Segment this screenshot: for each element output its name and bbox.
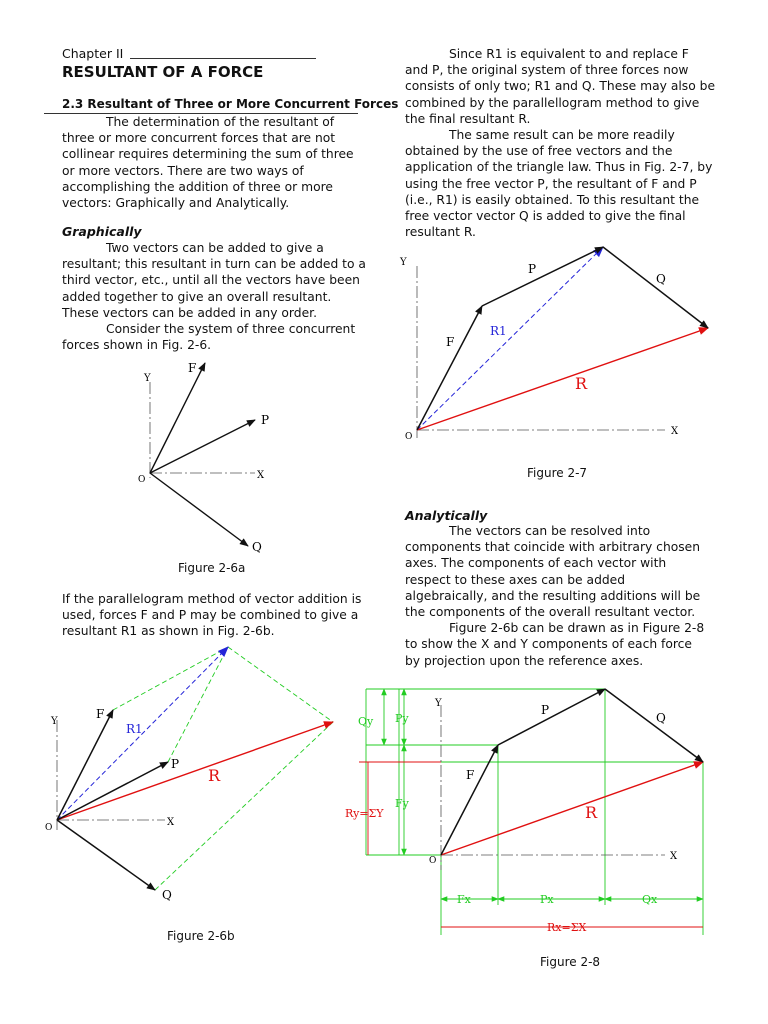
fig-2-8-label-rx: Rx=ΣX: [547, 921, 587, 934]
fig-2-7-vector-p: [482, 247, 603, 306]
caption-fig-2-6b: Figure 2-6b: [167, 929, 235, 943]
fig-2-6a-label-y: Y: [144, 373, 151, 384]
fig-2-6a-vector-q: [150, 473, 248, 546]
fig-2-8-label-py: Py: [395, 712, 409, 725]
fig-2-7-label-f: F: [446, 335, 455, 349]
fig-2-6b-construction-line: [228, 647, 333, 722]
analytically-heading: Analytically: [405, 508, 488, 523]
fig-2-6b-label-f: F: [96, 707, 105, 721]
fig-2-6a-label-f: F: [188, 361, 197, 375]
fig-2-7-label-o: O: [405, 432, 413, 442]
right-paragraph-1: Since R1 is equivalent to and replace F and P, the original system of three forces now consists of only two; R1 and Q. These may also be combined by the parallellogram method to give the final resultant R. The same result can be more readily obtained by the use of free vectors and the application of the triangle law. Thus in Fig. 2-7, by using the free vector P, the resultant of F and P (i.e., R1) is easily obtained. To this resultant the free vector vector Q is added to give the final resultant R.: [405, 47, 716, 240]
fig-2-7-label-r: R: [575, 374, 588, 393]
fig-2-7-label-x: X: [671, 426, 679, 437]
fig-2-6a-label-q: Q: [252, 540, 262, 554]
fig-2-8-label-o: O: [429, 856, 437, 866]
figure-2-8: [345, 689, 703, 935]
fig-2-8-label-r: R: [585, 803, 598, 822]
fig-2-6b-label-x: X: [167, 817, 175, 828]
fig-2-8-label-p: P: [541, 703, 550, 717]
fig-2-6a-label-p: P: [261, 413, 270, 427]
graphically-heading: Graphically: [62, 224, 142, 239]
fig-2-6b-label-y: Y: [51, 716, 58, 727]
fig-2-7-label-y: Y: [400, 257, 407, 268]
fig-2-7-vector-r1: [417, 247, 603, 430]
fig-2-6b-label-p: P: [171, 757, 180, 771]
fig-2-7-vector-q: [603, 247, 708, 328]
fig-2-6a-vector-f: [150, 363, 205, 473]
fig-2-6b-construction-line: [113, 647, 228, 710]
fig-2-6b-construction-line: [155, 722, 333, 890]
section-heading: 2.3 Resultant of Three or More Concurrent Forces: [62, 97, 399, 111]
fig-2-6b-label-q: Q: [162, 888, 172, 902]
fig-2-6b-construction-line: [168, 647, 228, 762]
fig-2-8-label-qy: Qy: [358, 715, 374, 728]
fig-2-6a-label-o: O: [138, 475, 146, 485]
fig-2-7-vector-f: [417, 306, 482, 430]
fig-2-8-label-px: Px: [540, 893, 554, 906]
fig-2-8-label-y: Y: [435, 698, 442, 709]
fig-2-6b-label-r1: R1: [126, 722, 143, 736]
fig-2-8-label-fy: Fy: [395, 797, 409, 810]
fig-2-8-vector-q: [605, 689, 703, 762]
fig-2-6a-label-x: X: [257, 470, 265, 481]
fig-2-7-label-p: P: [528, 262, 537, 276]
caption-fig-2-8: Figure 2-8: [540, 955, 601, 969]
caption-fig-2-6a: Figure 2-6a: [178, 561, 246, 575]
parallelogram-paragraph: If the parallelogram method of vector addition is used, forces F and P may be combined to give a resultant R1 as shown in Fig. 2-6b.: [62, 592, 362, 639]
fig-2-8-label-f: F: [466, 768, 475, 782]
analytically-paragraph: The vectors can be resolved into components that coincide with arbitrary chosen axes. The components of each vector with respect to these axes can be added algebraically, and the resulting additions will be the components of the overall resultant vector. Figure 2-6b can be drawn as in Figure 2-8 to show the X and Y components of each force by projection upon the reference axes.: [405, 524, 705, 668]
fig-2-6a-vector-p: [150, 420, 255, 473]
chapter-label: Chapter II: [62, 46, 124, 61]
fig-2-8-label-ry: Ry=ΣY: [345, 807, 384, 820]
fig-2-6b-label-o: O: [45, 823, 53, 833]
fig-2-7-label-r1: R1: [490, 324, 507, 338]
figure-2-7: [399, 247, 708, 442]
fig-2-8-vector-p: [498, 689, 605, 745]
page-title: RESULTANT OF A FORCE: [62, 63, 264, 81]
fig-2-7-vector-r: [417, 328, 708, 430]
fig-2-8-label-x: X: [670, 851, 678, 862]
fig-2-8-label-q: Q: [656, 711, 666, 725]
figure-2-6a: [138, 361, 269, 554]
graphically-paragraph: Two vectors can be added to give a resultant; this resultant in turn can be added to a third vector, etc., until all the vectors have been added together to give an overall resultant. These vectors can be added in any order. Consider the system of three concurrent forces shown in Fig. 2-6.: [62, 241, 366, 353]
fig-2-8-label-qx: Qx: [642, 893, 658, 906]
fig-2-7-label-q: Q: [656, 272, 666, 286]
fig-2-6b-vector-r: [57, 722, 333, 820]
intro-paragraph: The determination of the resultant of three or more concurrent forces that are not collinear requires determining the sum of three or more vectors. There are two ways of accomplishing the addition of three or more vectors: Graphically and Analytically.: [62, 115, 354, 211]
fig-2-8-vector-r: [441, 762, 703, 855]
caption-fig-2-7: Figure 2-7: [527, 466, 588, 480]
figure-2-6b: [45, 647, 333, 902]
fig-2-6b-vector-q: [57, 820, 155, 890]
fig-2-8-label-fx: Fx: [457, 893, 471, 906]
fig-2-6b-label-r: R: [208, 766, 221, 785]
fig-2-6b-vector-p: [57, 762, 168, 820]
